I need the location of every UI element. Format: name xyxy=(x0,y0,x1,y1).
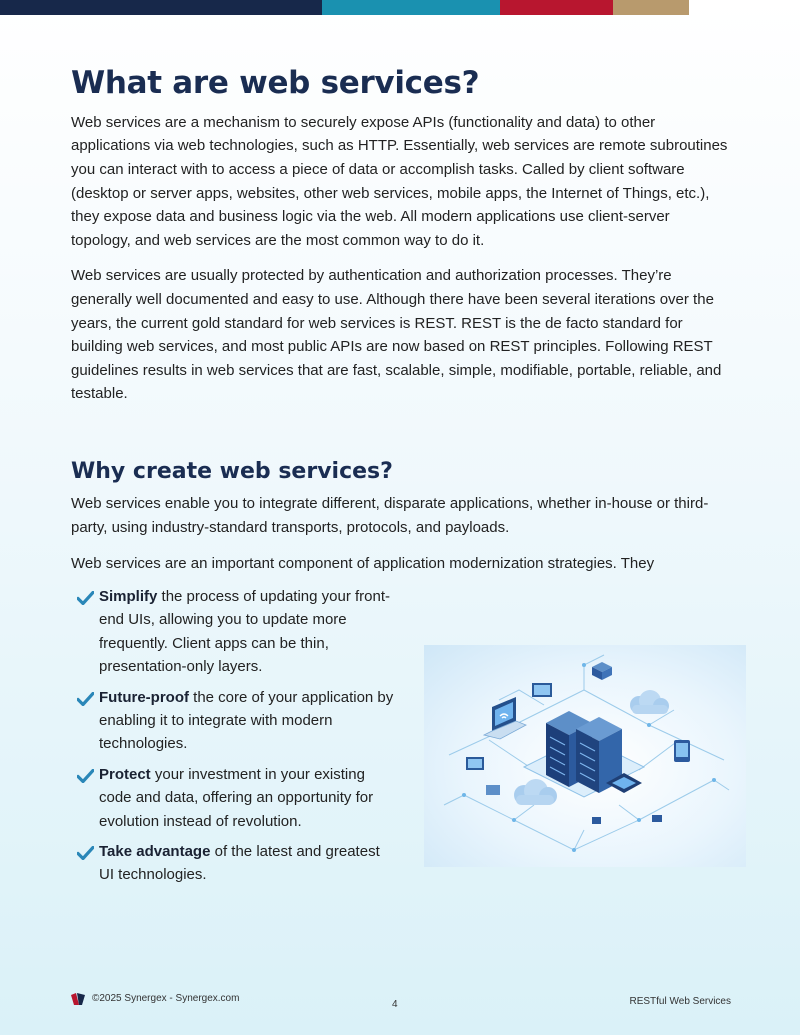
list-item xyxy=(77,840,397,887)
page-number: 4 xyxy=(392,999,398,1010)
synergex-logo-icon xyxy=(71,993,85,1005)
benefit-text: your investment in your existing code and data, offering an opportunity for evolution instead of revolution. xyxy=(99,765,374,830)
benefit-bold: Take advantage xyxy=(99,843,211,861)
color-bar-teal xyxy=(322,0,500,15)
laptop-icon xyxy=(484,697,526,739)
integration-paragraph: Web services enable you to integrate different, disparate applications, whether in-house or third-party, using industry-standard transports, protocols, and payloads. xyxy=(71,495,709,537)
color-bar-tan xyxy=(613,0,689,15)
benefit-text: the core of your application by enabling it to integrate with modern technologies. xyxy=(99,688,394,753)
intro-paragraph: Web services are a mechanism to securely expose APIs (functionality and data) to other applications via web technologies, such as HTTP. Essentially, web services are remote subroutines you can interact with to access a piece of data or accomplish tasks. Called by client software (desktop or server apps, websites, other web services, mobile apps, the Internet of Things, etc.), they expose data and business logic via the web. All modern applications use client-server topology, and web services are the most common way to do it. xyxy=(71,113,728,249)
checkmark-icon xyxy=(77,763,99,833)
list-item xyxy=(77,686,397,756)
section-heading: Why create web services? xyxy=(71,458,393,484)
checkmark-icon xyxy=(77,686,99,756)
rest-paragraph: Web services are usually protected by authentication and authorization processes. They’re generally well documented and easy to use. Although there have been several iterations over the years, the current gold standard for web services is REST. REST is the de facto standard for building web services, and most public APIs are now based on REST principles. Following REST guidelines results in web services that are fast, scalable, simple, modifiable, portable, reliable, and testable. xyxy=(71,267,722,403)
benefits-list xyxy=(77,585,397,894)
copyright-text: ©2025 Synergex - Synergex.com xyxy=(92,993,240,1004)
document-title: RESTful Web Services xyxy=(629,996,731,1007)
list-item xyxy=(77,585,397,679)
network-illustration xyxy=(424,645,746,867)
benefit-text: the process of updating your front-end UIs, allowing you to update more frequently. Client apps can be thin, presentation-only layers. xyxy=(99,588,390,676)
top-color-bar xyxy=(0,0,689,15)
benefit-bold: Future-proof xyxy=(99,688,189,706)
modernization-paragraph: Web services are an important component of application modernization strategies. They xyxy=(71,554,655,572)
page-title: What are web services? xyxy=(71,65,480,101)
benefit-bold: Protect xyxy=(99,765,151,783)
main-content xyxy=(71,64,731,575)
list-item xyxy=(77,763,397,833)
benefit-text: of the latest and greatest UI technologies. xyxy=(99,843,380,884)
page-footer xyxy=(0,990,800,1014)
color-bar-red xyxy=(500,0,613,15)
benefit-bold: Simplify xyxy=(99,588,158,605)
checkmark-icon xyxy=(77,585,99,679)
checkmark-icon xyxy=(77,840,99,887)
color-bar-navy xyxy=(0,0,322,15)
